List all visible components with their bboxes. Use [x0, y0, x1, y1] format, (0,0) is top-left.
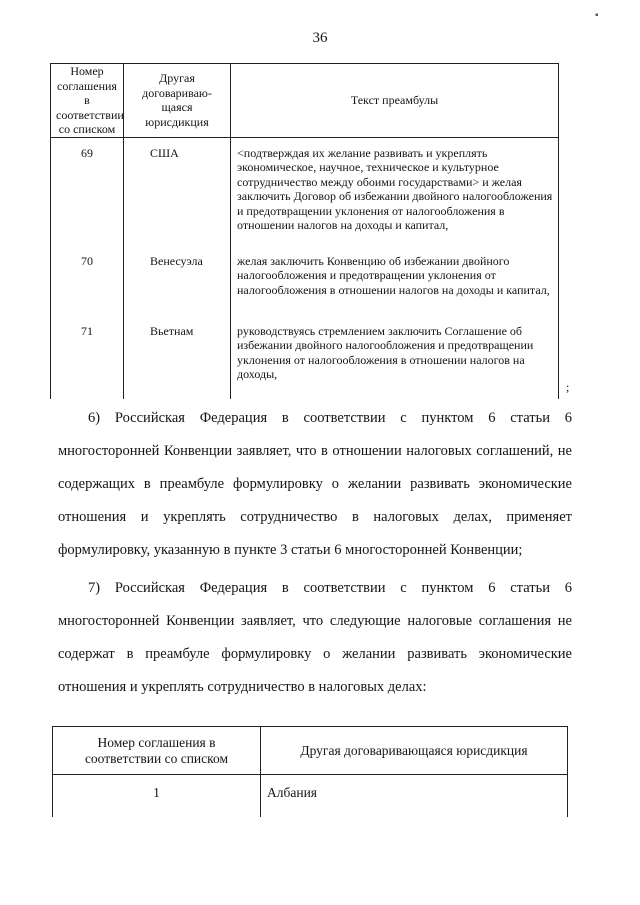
jurisdiction: Албания: [261, 775, 568, 818]
page-number: 36: [312, 30, 328, 46]
preamble-text: желая заключить Конвенцию об избежании двойного налогообложения и предотвращении уклонения от налогообложения в отношении налогов на доходы и капитал,: [231, 254, 559, 324]
paragraph-6: [58, 402, 572, 567]
preamble-table: [50, 63, 559, 399]
agreements-table-header: [53, 727, 568, 775]
agreement-number: 71: [51, 324, 124, 399]
corner-mark: ▪: [595, 10, 599, 21]
preamble-table-header: [51, 64, 559, 138]
agreement-number: 1: [53, 775, 261, 818]
header-agreement-number: Номер соглашения в соответствии со списком: [53, 727, 261, 775]
agreements-table: [52, 726, 568, 817]
agreement-number: 69: [51, 137, 124, 254]
header-preamble-text: Текст преамбулы: [231, 64, 559, 138]
paragraph-7: [58, 572, 572, 704]
preamble-text: руководствуясь стремлением заключить Соглашение об избежании двойного налогообложения и предотвращении уклонения от налогообложения в отношении налогов на доходы,: [231, 324, 559, 399]
table-row: [51, 324, 559, 399]
header-agreement-number: Номер соглашения в соответствии со списком: [51, 64, 124, 138]
jurisdiction: Венесуэла: [124, 254, 231, 324]
header-jurisdiction: Другая договариваю-щаяся юрисдикция: [124, 64, 231, 138]
trailing-semicolon: ;: [566, 380, 570, 394]
table-row: [53, 775, 568, 818]
jurisdiction: Вьетнам: [124, 324, 231, 399]
paragraph-7-text: 7) Российская Федерация в соответствии с пунктом 6 статьи 6 многосторонней Конвенции заявляет, что следующие налоговые соглашения не содержат в преамбуле формулировку о желании развивать экономические отношения и укреплять сотрудничество в налоговых делах:: [58, 580, 572, 695]
preamble-text: <подтверждая их желание развивать и укреплять экономическое, научное, техническое и культурное сотрудничество между обоими государствами> и желая заключить Договор об избежании двойного налогообложения и предотвращении уклонения от налогообложения в отношении налогов на доходы и капитал,: [231, 137, 559, 254]
paragraph-6-text: 6) Российская Федерация в соответствии с пунктом 6 статьи 6 многосторонней Конвенции заявляет, что в отношении налоговых соглашений, не содержащих в преамбуле формулировку о желании развивать экономические отношения и укреплять сотрудничество в налоговых делах, применяет формулировку, указанную в пункте 3 статьи 6 многосторонней Конвенции;: [58, 410, 572, 558]
jurisdiction: США: [124, 137, 231, 254]
agreement-number: 70: [51, 254, 124, 324]
table-row: [51, 137, 559, 254]
header-jurisdiction: Другая договаривающаяся юрисдикция: [261, 727, 568, 775]
table-row: [51, 254, 559, 324]
